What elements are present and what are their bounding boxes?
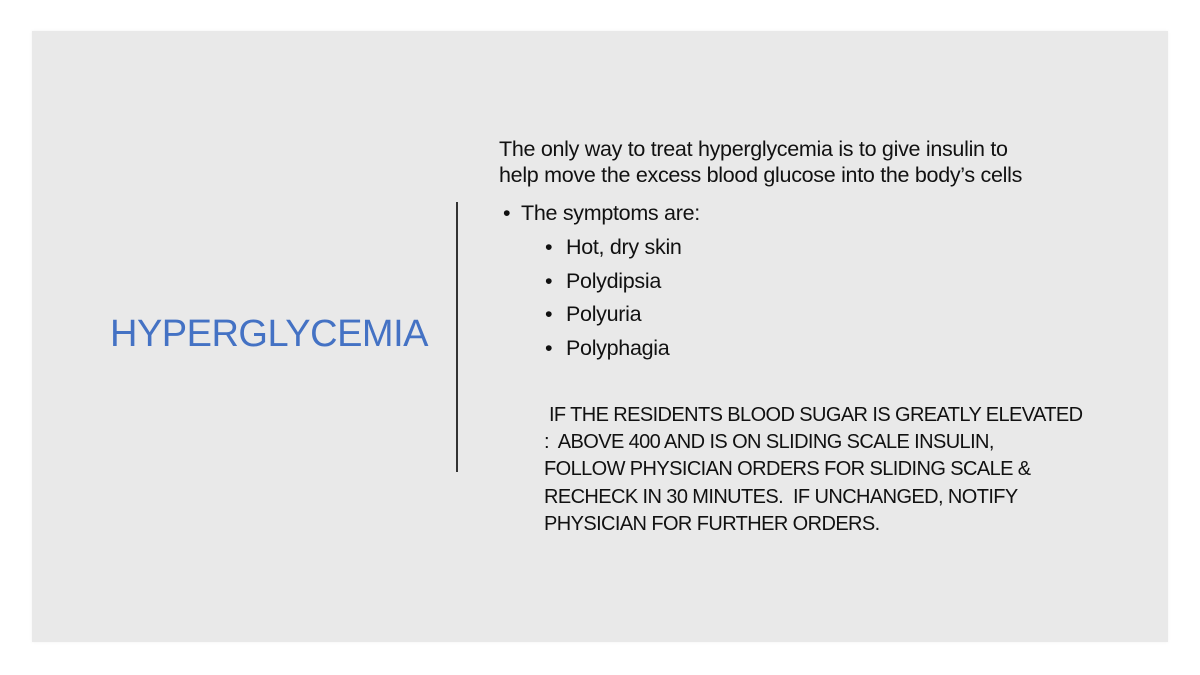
slide [32, 31, 1168, 642]
note-line-5: PHYSICIAN FOR FURTHER ORDERS. [544, 512, 880, 535]
list-item [499, 268, 1139, 302]
note-line-2: : ABOVE 400 AND IS ON SLIDING SCALE INSULIN, [544, 431, 994, 454]
note-line-1: IF THE RESIDENTS BLOOD SUGAR IS GREATLY ELEVATED [544, 404, 1083, 426]
intro-paragraph [499, 136, 1139, 188]
intro-line-2: help move the excess blood glucose into the body’s cells [499, 163, 1023, 187]
symptom-label: Polydipsia [566, 268, 661, 293]
symptoms-list [499, 234, 1139, 368]
symptom-label: Polyphagia [566, 335, 670, 360]
slide-title: HYPERGLYCEMIA [110, 313, 428, 355]
symptom-label: Polyuria [566, 302, 642, 326]
symptoms-heading: The symptoms are: [521, 201, 700, 225]
symptoms-heading-bullet [499, 200, 1139, 234]
bullet-icon: • [503, 201, 511, 225]
list-item [499, 234, 1139, 268]
note-line-3: FOLLOW PHYSICIAN ORDERS FOR SLIDING SCALE & [544, 458, 1031, 481]
bullet-icon: • [545, 235, 553, 259]
intro-line-1: The only way to treat hyperglycemia is to give insulin to [499, 137, 1008, 161]
note-line-4: RECHECK IN 30 MINUTES. IF UNCHANGED, NOTIFY [544, 485, 1018, 508]
slide-body [499, 136, 1139, 368]
list-item [499, 301, 1139, 335]
bullet-icon: • [545, 335, 553, 360]
bullet-icon: • [545, 268, 553, 293]
list-item [499, 335, 1139, 369]
symptom-label: Hot, dry skin [566, 235, 682, 259]
instruction-note [544, 402, 1144, 538]
bullet-icon: • [545, 302, 553, 326]
vertical-divider [456, 202, 458, 472]
